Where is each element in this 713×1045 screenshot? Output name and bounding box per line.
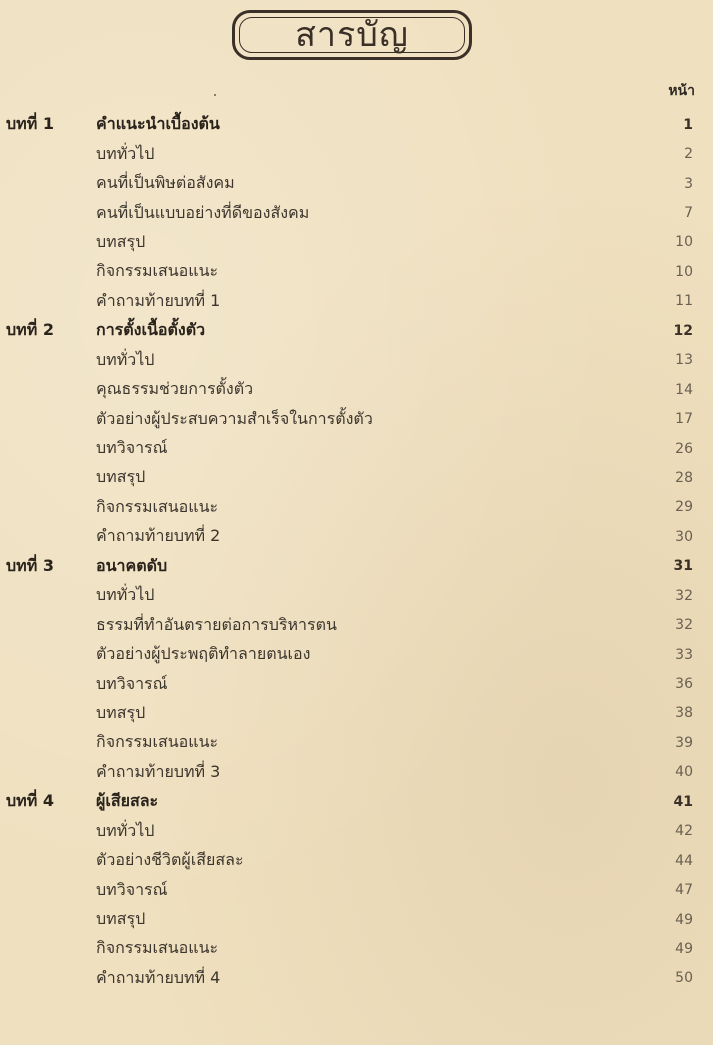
toc-section-row <box>0 346 713 375</box>
page-number: 29 <box>675 499 693 516</box>
toc-section-row <box>0 640 713 669</box>
page-number: 31 <box>673 558 693 575</box>
section-title: คำถามท้ายบทที่ 2 <box>96 526 221 546</box>
section-title: คำถามท้ายบทที่ 1 <box>96 290 221 310</box>
toc-section-row <box>0 964 713 993</box>
section-title: กิจกรรมเสนอแนะ <box>96 732 219 752</box>
section-title: คำถามท้ายบทที่ 3 <box>96 761 221 781</box>
page-number: 17 <box>675 411 693 428</box>
toc-section-row <box>0 228 713 257</box>
page-column-header: หน้า <box>668 83 695 99</box>
page-number: 41 <box>673 793 693 810</box>
toc-chapter-row <box>0 787 713 816</box>
page-number: 13 <box>675 352 693 369</box>
section-title: บททั่วไป <box>96 349 155 369</box>
page-number: 7 <box>684 205 693 222</box>
section-title: คุณธรรมช่วยการตั้งตัว <box>96 379 254 399</box>
section-title: ตัวอย่างผู้ประพฤติทำลายตนเอง <box>96 644 311 664</box>
page-number: 40 <box>675 764 693 781</box>
section-title: บทสรุป <box>96 702 146 722</box>
paper-speck <box>214 94 216 96</box>
section-title: ตัวอย่างชีวิตผู้เสียสละ <box>96 850 244 870</box>
chapter-label: บทที่ 3 <box>6 555 54 575</box>
page-number: 12 <box>673 322 693 339</box>
page-number: 1 <box>683 116 693 133</box>
section-title: บททั่วไป <box>96 820 155 840</box>
section-title: คำถามท้ายบทที่ 4 <box>96 967 221 987</box>
page-number: 26 <box>675 440 693 457</box>
toc-section-row <box>0 728 713 757</box>
toc-section-row <box>0 463 713 492</box>
toc-section-row <box>0 375 713 404</box>
toc-section-row <box>0 758 713 787</box>
toc-section-row <box>0 198 713 227</box>
toc-section-row <box>0 875 713 904</box>
page-number: 3 <box>684 175 693 192</box>
page-number: 47 <box>675 882 693 899</box>
toc-chapter-row <box>0 110 713 139</box>
section-title: คนที่เป็นพิษต่อสังคม <box>96 173 235 193</box>
section-title: ตัวอย่างผู้ประสบความสำเร็จในการตั้งตัว <box>96 408 373 428</box>
toc-section-row <box>0 522 713 551</box>
page-number: 32 <box>675 617 693 634</box>
page-number: 50 <box>675 970 693 987</box>
section-title: บทสรุป <box>96 231 146 251</box>
section-title: บทวิจารณ์ <box>96 438 168 458</box>
toc-section-row <box>0 610 713 639</box>
title-frame <box>232 10 472 60</box>
toc-section-row <box>0 257 713 286</box>
chapter-title: อนาคตดับ <box>96 555 168 575</box>
chapter-title: คำแนะนำเบื้องต้น <box>96 114 220 134</box>
toc-section-row <box>0 817 713 846</box>
toc-section-row <box>0 434 713 463</box>
chapter-label: บทที่ 4 <box>6 791 54 811</box>
section-title: บทสรุป <box>96 909 146 929</box>
page-number: 49 <box>675 911 693 928</box>
toc-section-row <box>0 493 713 522</box>
page-number: 33 <box>675 646 693 663</box>
table-of-contents <box>0 110 713 993</box>
toc-section-row <box>0 846 713 875</box>
section-title: บทวิจารณ์ <box>96 673 168 693</box>
page-number: 44 <box>675 852 693 869</box>
page-title: สารบัญ <box>295 15 409 55</box>
section-title: บทสรุป <box>96 467 146 487</box>
toc-section-row <box>0 699 713 728</box>
page-number: 10 <box>675 234 693 251</box>
page-number: 11 <box>675 293 693 310</box>
page-number: 14 <box>675 381 693 398</box>
toc-section-row <box>0 905 713 934</box>
chapter-label: บทที่ 2 <box>6 320 54 340</box>
section-title: กิจกรรมเสนอแนะ <box>96 496 219 516</box>
page-number: 49 <box>675 940 693 957</box>
toc-section-row <box>0 934 713 963</box>
chapter-label: บทที่ 1 <box>6 114 54 134</box>
page-number: 42 <box>675 823 693 840</box>
toc-section-row <box>0 669 713 698</box>
toc-chapter-row <box>0 552 713 581</box>
section-title: กิจกรรมเสนอแนะ <box>96 261 219 281</box>
page-number: 28 <box>675 469 693 486</box>
page-number: 32 <box>675 587 693 604</box>
section-title: ธรรมที่ทำอันตรายต่อการบริหารตน <box>96 614 337 634</box>
page-number: 39 <box>675 734 693 751</box>
chapter-title: ผู้เสียสละ <box>96 791 159 811</box>
page-number: 2 <box>684 146 693 163</box>
section-title: คนที่เป็นแบบอย่างที่ดีของสังคม <box>96 202 310 222</box>
toc-section-row <box>0 139 713 168</box>
page-number: 38 <box>675 705 693 722</box>
toc-section-row <box>0 581 713 610</box>
toc-section-row <box>0 287 713 316</box>
page-number: 30 <box>675 528 693 545</box>
toc-section-row <box>0 169 713 198</box>
chapter-title: การตั้งเนื้อตั้งตัว <box>96 320 206 340</box>
page-number: 10 <box>675 263 693 280</box>
section-title: บททั่วไป <box>96 143 155 163</box>
page-number: 36 <box>675 676 693 693</box>
section-title: กิจกรรมเสนอแนะ <box>96 938 219 958</box>
toc-section-row <box>0 404 713 433</box>
toc-chapter-row <box>0 316 713 345</box>
section-title: บททั่วไป <box>96 585 155 605</box>
section-title: บทวิจารณ์ <box>96 879 168 899</box>
